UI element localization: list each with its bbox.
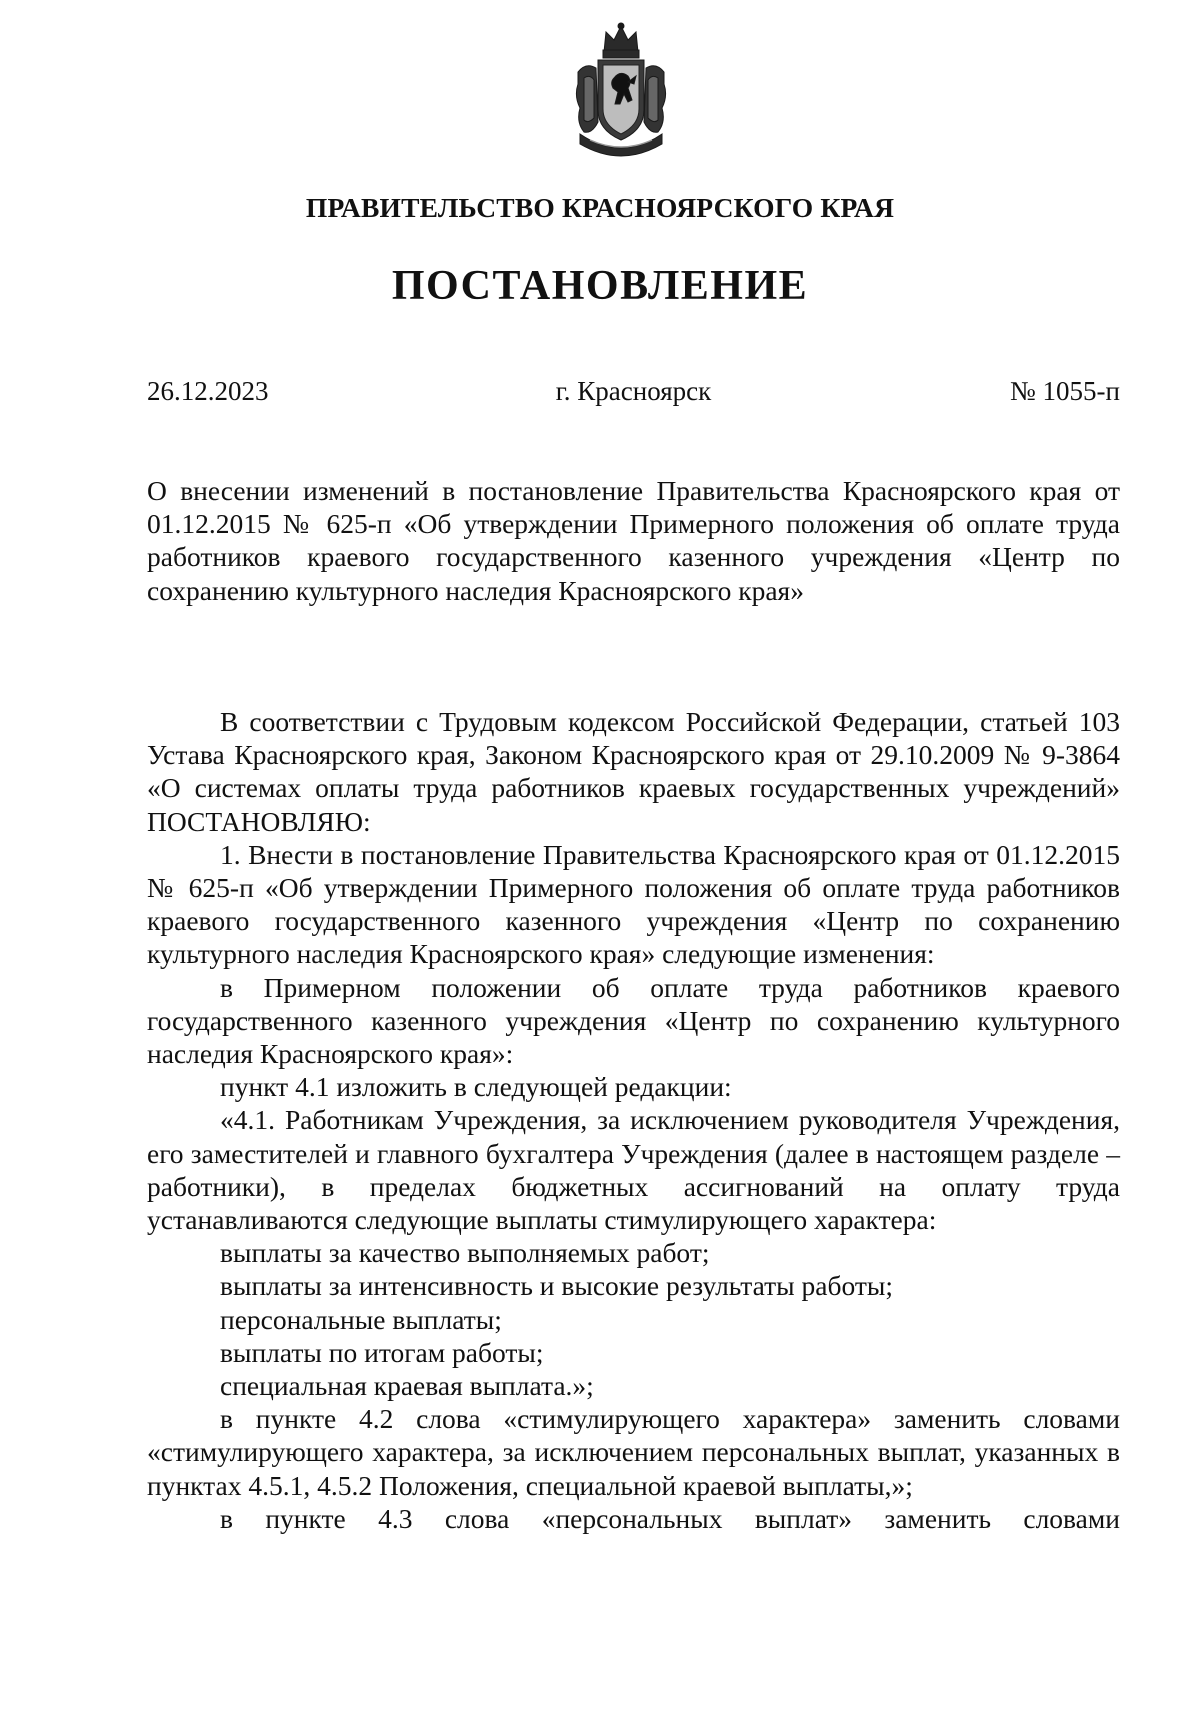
body-paragraph-clause-4-3: в пункте 4.3 слова «персональных выплат» заменить словами <box>220 1502 1120 1534</box>
document-body <box>147 705 1120 1535</box>
body-paragraph-amendment-scope: в Примерном положении об оплате труда работников краевого государственного казенного учреждения «Центр по сохранению культурного наследия Красноярского края»: <box>147 971 1120 1070</box>
list-item-payment-personal: персональные выплаты; <box>220 1303 502 1335</box>
body-paragraph-clause-4-2: в пункте 4.2 слова «стимулирующего характера» заменить словами «стимулирующего характера, за исключением персональных выплат, указанных в пунктах 4.5.1, 4.5.2 Положения, специальной краевой выплаты,»; <box>147 1403 1120 1501</box>
list-item-payment-special: специальная краевая выплата.»; <box>220 1370 594 1402</box>
document-number: № 1055-п <box>1010 376 1120 406</box>
document-type-heading: ПОСТАНОВЛЕНИЕ <box>391 263 809 309</box>
body-paragraph-item-1: 1. Внести в постановление Правительства Красноярского края от 01.12.2015 № 625-п «Об утверждении Примерного положения об оплате труда работников краевого государственного казенного учреждения «Центр по сохранению культурного наследия Красноярского края» следующие изменения: <box>147 838 1120 970</box>
document-date: 26.12.2023 <box>147 376 269 406</box>
coat-of-arms-icon <box>570 22 672 162</box>
body-paragraph-clause-4-1-intro: пункт 4.1 изложить в следующей редакции: <box>220 1071 732 1103</box>
list-item-payment-intensity: выплаты за интенсивность и высокие результаты работы; <box>220 1270 893 1302</box>
document-subject-title: О внесении изменений в постановление Правительства Красноярского края от 01.12.2015 № 625-п «Об утверждении Примерного положения об оплате труда работников краевого государственного казенного учреждения «Центр по сохранению культурного наследия Красноярского края» <box>147 475 1120 606</box>
government-title: ПРАВИТЕЛЬСТВО КРАСНОЯРСКОГО КРАЯ <box>305 192 895 223</box>
list-item-payment-quality: выплаты за качество выполняемых работ; <box>220 1237 710 1269</box>
document-city: г. Красноярск <box>555 376 712 406</box>
body-paragraph-preamble: В соответствии с Трудовым кодексом Российской Федерации, статьей 103 Устава Красноярского края, Законом Красноярского края от 29.10.2009 № 9-3864 «О системах оплаты труда работников краевых государственных учреждений» ПОСТАНОВЛЯЮ: <box>147 706 1120 837</box>
body-paragraph-clause-4-1-text: «4.1. Работникам Учреждения, за исключением руководителя Учреждения, его заместителей и главного бухгалтера Учреждения (далее в настоящем разделе – работники), в пределах бюджетных ассигнований на оплату труда устанавливаются следующие выплаты стимулирующего характера: <box>147 1104 1120 1236</box>
list-item-payment-results: выплаты по итогам работы; <box>220 1336 544 1368</box>
document-meta-row <box>147 376 1120 412</box>
